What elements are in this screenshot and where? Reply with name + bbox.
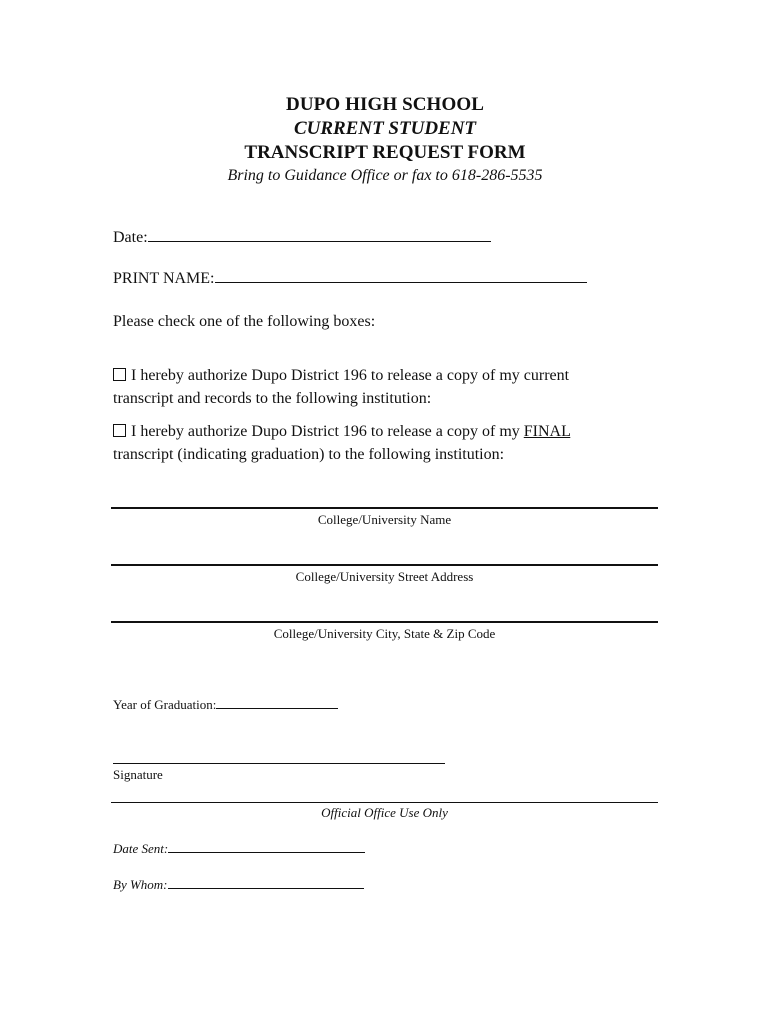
date-sent-label: Date Sent:: [113, 841, 169, 856]
graduation-year-input-line[interactable]: [216, 698, 338, 709]
current-transcript-checkbox[interactable]: [113, 368, 126, 381]
checkbox-instruction: Please check one of the following boxes:: [113, 313, 376, 330]
school-name: DUPO HIGH SCHOOL: [286, 94, 484, 115]
print-name-input-line[interactable]: [215, 270, 587, 283]
date-field: [113, 229, 491, 247]
by-whom-label: By Whom:: [113, 877, 168, 892]
graduation-year-field: [113, 697, 338, 713]
college-street-line[interactable]: [111, 564, 658, 566]
final-transcript-text-start: I hereby authorize Dupo District 196 to release a copy of my: [131, 423, 524, 440]
college-street-label: College/University Street Address: [295, 569, 474, 584]
submission-instructions: Bring to Guidance Office or fax to 618-286-5535: [227, 167, 543, 184]
date-sent-input-line[interactable]: [168, 842, 365, 853]
current-transcript-text: I hereby authorize Dupo District 196 to release a copy of my current transcript and records to the following institution:: [113, 367, 570, 407]
signature-line[interactable]: [113, 763, 445, 764]
by-whom-field: [113, 877, 364, 893]
final-transcript-checkbox[interactable]: [113, 424, 126, 437]
signature-label: Signature: [113, 767, 163, 782]
form-title: TRANSCRIPT REQUEST FORM: [244, 142, 526, 163]
date-sent-field: [113, 841, 365, 857]
college-city-line[interactable]: [111, 621, 658, 623]
option-current-transcript: [113, 364, 633, 410]
by-whom-input-line[interactable]: [168, 878, 364, 889]
print-name-label: PRINT NAME:: [113, 270, 215, 287]
final-emphasis: FINAL: [523, 423, 571, 440]
college-city-label: College/University City, State & Zip Code: [273, 626, 496, 641]
office-use-heading: Official Office Use Only: [321, 805, 448, 820]
date-label: Date:: [113, 229, 148, 246]
option-final-transcript: [113, 420, 633, 466]
college-name-label: College/University Name: [317, 512, 452, 527]
date-input-line[interactable]: [148, 229, 491, 242]
office-use-divider: [111, 802, 658, 803]
college-name-line[interactable]: [111, 507, 658, 509]
final-transcript-text-end: transcript (indicating graduation) to the following institution:: [113, 446, 505, 463]
print-name-field: [113, 270, 587, 288]
form-subtitle: CURRENT STUDENT: [293, 118, 477, 139]
graduation-year-label: Year of Graduation:: [113, 697, 217, 712]
